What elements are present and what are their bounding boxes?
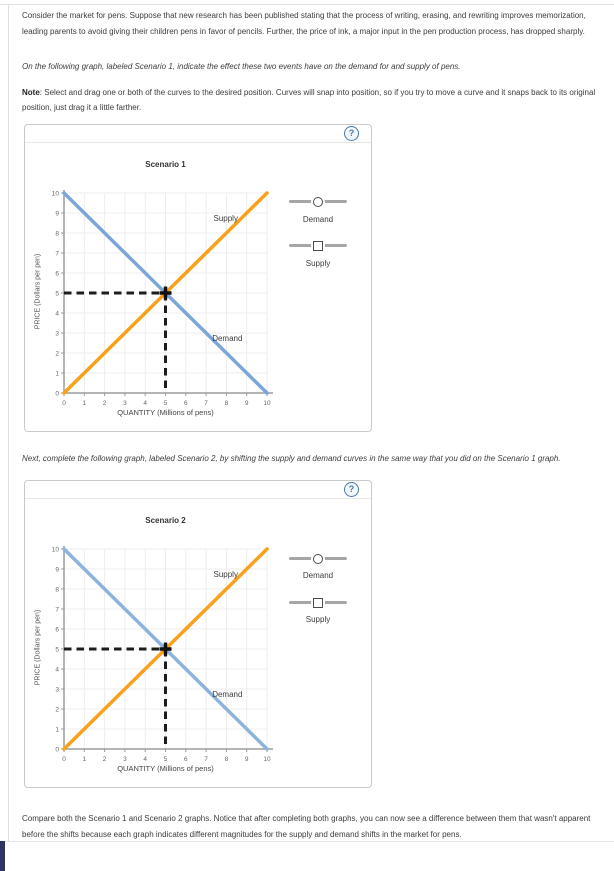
svg-text:4: 4 [55,666,59,674]
svg-text:2: 2 [102,756,107,763]
demand-legend-label: Demand [302,214,334,224]
svg-text:9: 9 [244,399,249,407]
demand-curve-label: Demand [212,690,243,699]
scenario1-legend [289,197,347,268]
scenario2-legend [289,553,347,624]
demand-knob-icon[interactable] [313,197,323,207]
svg-text:9: 9 [244,756,249,763]
svg-text:5: 5 [55,646,59,654]
svg-text:10: 10 [51,546,59,554]
svg-text:3: 3 [123,399,127,407]
supply-curve-label: Supply [213,570,238,579]
scenario1-chart-title: Scenario 1 [145,159,186,169]
note-label: Note [22,87,40,97]
svg-text:10: 10 [51,190,59,197]
scenario2-panel-header [25,481,371,499]
demand-knob-icon[interactable] [313,554,323,564]
intro-paragraph: Consider the market for pens. Suppose that new research has been published stating that the process of writing, erasing, and rewriting improves memorization, leading parents to avoid giving their children pens in favor of pencils. Further, the price of ink, a major input in the pen production process, has dropped sharply. [22,11,586,36]
svg-text:2: 2 [55,706,59,714]
supply-knob-icon[interactable] [313,241,323,251]
note-text: : Select and drag one or both of the curves to the desired position. Curves will snap into position, so if you try to move a curve and it snaps back to its original position, just drag it a little farther. [22,87,596,112]
svg-text:4: 4 [143,399,148,407]
supply-slider-handle[interactable] [289,597,347,607]
supply-curve-label: Supply [213,213,238,223]
svg-text:5: 5 [163,399,168,407]
svg-text:7: 7 [55,606,59,614]
svg-text:5: 5 [163,756,168,763]
scenario2-instruction: Next, complete the following graph, labeled Scenario 2, by shifting the supply and demand curves in the same way that you did on the Scenario 1 graph. [22,453,561,463]
svg-text:7: 7 [204,399,208,407]
supply-legend-label: Supply [305,258,331,268]
top-divider [0,4,614,5]
svg-text:1: 1 [82,756,87,763]
scenario2-chart [25,539,305,769]
svg-text:6: 6 [183,756,188,763]
svg-text:7: 7 [55,250,59,257]
supply-legend-label: Supply [305,615,331,624]
svg-text:3: 3 [123,756,127,763]
scenario2-panel [24,480,372,788]
svg-text:0: 0 [62,399,66,407]
supply-slider-handle[interactable] [289,241,347,251]
demand-curve-label: Demand [212,333,243,343]
svg-text:0: 0 [55,390,59,397]
svg-text:1: 1 [55,370,59,377]
svg-text:1: 1 [82,399,87,407]
svg-text:7: 7 [204,756,208,763]
svg-text:10: 10 [263,399,271,407]
scenario1-y-axis-label: PRICE (Dollars per pen) [34,253,42,329]
demand-legend-label: Demand [302,571,334,580]
svg-text:8: 8 [55,586,59,594]
note-paragraph [9,85,614,116]
svg-text:1: 1 [55,726,59,734]
svg-text:4: 4 [55,310,59,317]
scenario1-chart [25,183,305,413]
scenario2-y-axis-label: PRICE (Dollars per pen) [34,609,42,686]
svg-text:0: 0 [62,756,66,763]
svg-text:8: 8 [55,230,59,237]
svg-text:3: 3 [55,686,59,694]
scenario2-x-axis-label: QUANTITY (Millions of pens) [117,764,214,773]
svg-text:10: 10 [263,756,271,763]
svg-text:6: 6 [55,626,59,634]
demand-slider-handle[interactable] [289,197,347,207]
help-icon[interactable]: ? [344,482,359,497]
svg-text:2: 2 [102,399,107,407]
page-edge-accent [0,841,5,871]
svg-text:0: 0 [55,746,59,754]
svg-text:6: 6 [55,270,59,277]
supply-knob-icon[interactable] [313,598,323,608]
svg-text:3: 3 [55,330,59,337]
svg-text:2: 2 [55,350,59,357]
svg-text:9: 9 [55,566,59,574]
svg-text:5: 5 [55,290,59,297]
svg-text:4: 4 [143,756,148,763]
demand-slider-handle[interactable] [289,553,347,563]
closing-paragraph: Compare both the Scenario 1 and Scenario 2 graphs. Notice that after completing both graphs, you can now see a difference between them that wasn't apparent before the shifts because each graph indicates different magnitudes for the supply and demand shifts in the market for pens. [22,814,591,839]
scenario1-x-axis-label: QUANTITY (Millions of pens) [117,407,214,417]
svg-text:8: 8 [224,756,229,763]
svg-text:6: 6 [183,399,188,407]
svg-text:8: 8 [224,399,229,407]
svg-text:9: 9 [55,210,59,217]
scenario1-instruction: On the following graph, labeled Scenario 1, indicate the effect these two events have on the demand for and supply of pens. [22,62,461,71]
scenario2-chart-title: Scenario 2 [145,516,186,525]
scenario1-panel [24,124,372,432]
help-icon[interactable]: ? [344,126,359,141]
scenario1-panel-header [25,125,371,143]
question-content [9,8,614,842]
